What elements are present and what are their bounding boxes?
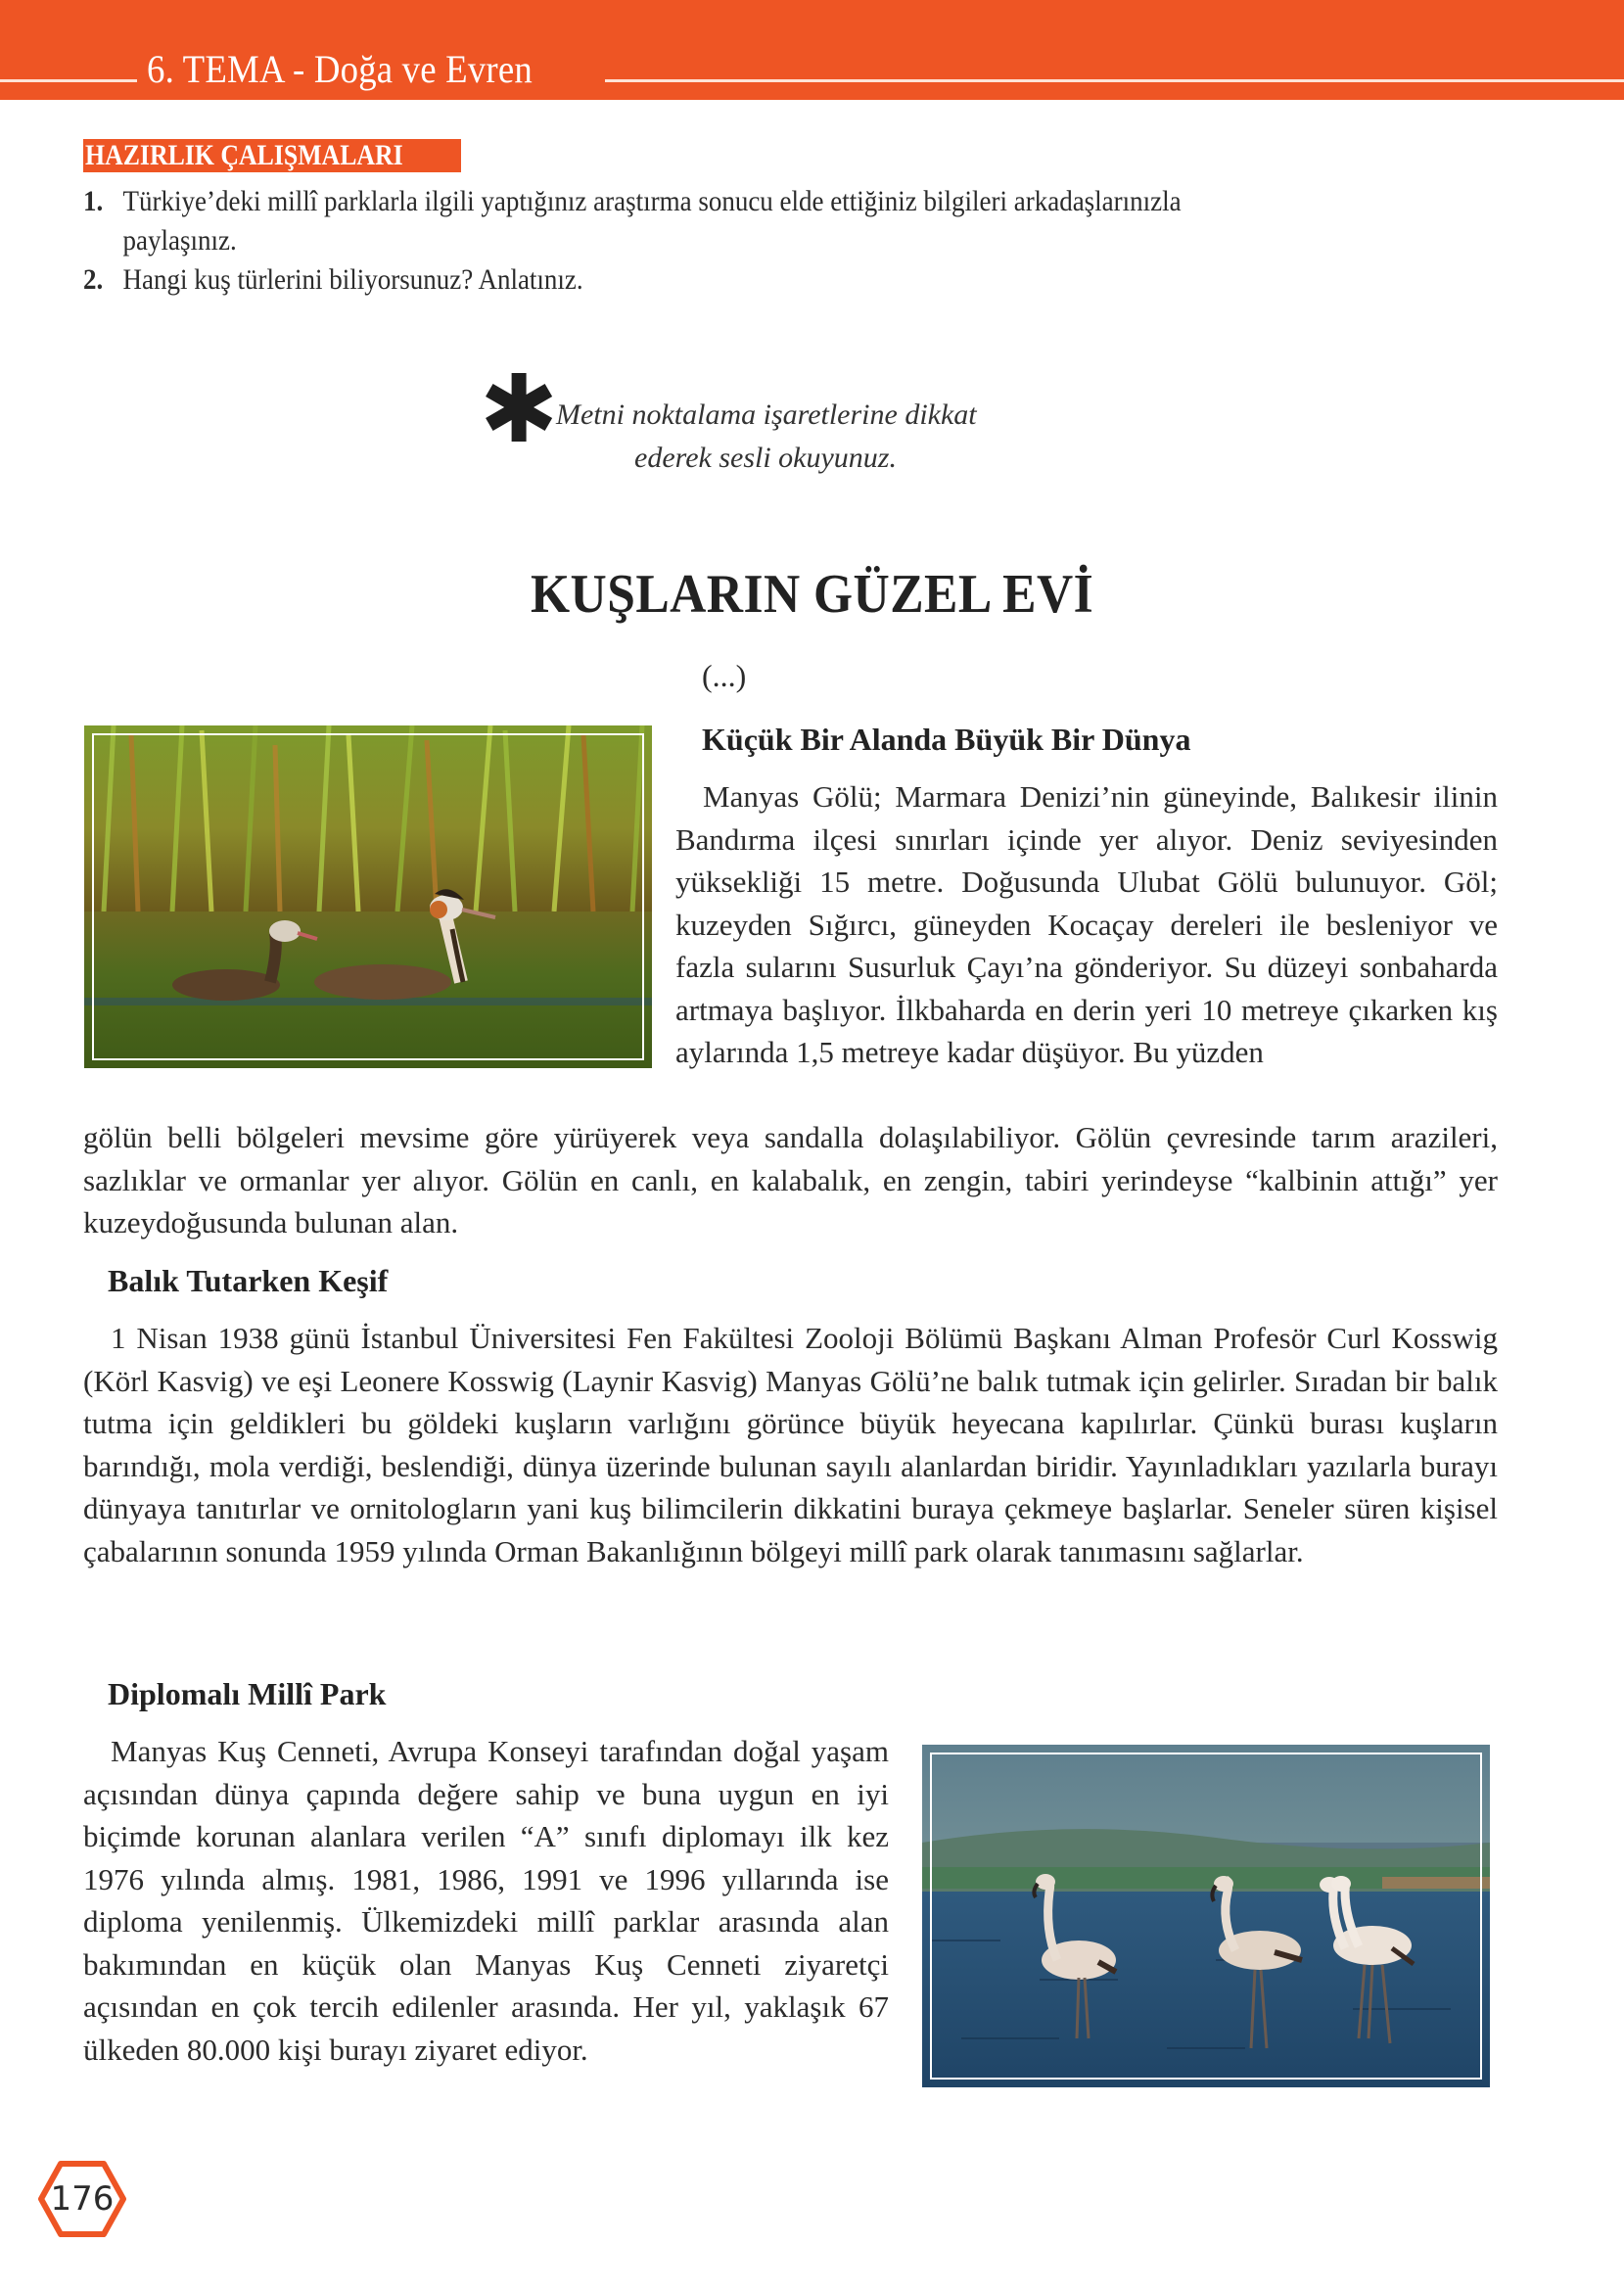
section-paragraph: Manyas Gölü; Marmara Denizi’nin güneyinde, Balıkesir ilinin Bandırma ilçesi sınırları içinde yer alıyor. Deniz seviyesinden yüksekliği 15 metre. Doğusunda Ulubat Gölü bulunuyor. Göl; kuzeyden Sığırcı, güneyden Kocaçay dereleri ile besleniyor ve fazla sularını Susurluk Çayı’na gönderiyor. Su düzeyi sonbaharda artmaya başlıyor. İlkbaharda en derin yeri 10 metreye çıkarken kış aylarında 1,5 metreye kadar düşüyor. Bu yüzden — [675, 779, 1498, 1069]
question-text: Hangi kuş türlerini biliyorsunuz? Anlatınız. — [122, 263, 583, 296]
photo-frame — [92, 733, 644, 1060]
question-text: Türkiye’deki millî parklarla ilgili yaptığınız araştırma sonucu elde ettiğiniz bilgileri arkadaşlarınızla — [122, 185, 1182, 217]
reading-instruction-line2: ederek sesli okuyunuz. — [634, 442, 897, 474]
flamingos-in-water-photo — [922, 1745, 1490, 2087]
preparation-questions — [83, 182, 1532, 300]
question-number: 1. — [83, 185, 104, 217]
section-heading: Küçük Bir Alanda Büyük Bir Dünya — [702, 722, 1191, 757]
reading-instruction — [556, 394, 1065, 480]
preparation-label: HAZIRLIK ÇALIŞMALARI — [85, 139, 403, 171]
chapter-title: 6. TEMA - Doğa ve Evren — [147, 47, 533, 91]
photo-frame — [930, 1753, 1482, 2080]
page-number: 176 — [50, 2179, 115, 2219]
article-title-text: KUŞLARIN GÜZEL EVİ — [530, 564, 1094, 625]
section-paragraph: Manyas Kuş Cenneti, Avrupa Konseyi tarafından doğal yaşam açısından dünya çapında değere sahip ve buna uygun en iyi biçimde korunan alanlara verilen “A” sınıfı diplomayı ilk kez 1976 yılında almış. 1981, 1986, 1991 ve 1996 yıllarında ise diploma yenilenmiş. Ülkemizdeki millî parklar arasında alan bakımından en küçük olan Manyas Kuş Cenneti ziyaretçi açısından en çok tercih edilenler arasında. Her yıl, yaklaşık 67 ülkeden 80.000 kişi burayı ziyaret ediyor. — [83, 1734, 889, 2067]
question-item — [83, 260, 1577, 300]
section-heading: Balık Tutarken Keşif — [108, 1263, 389, 1298]
section-paragraph: 1 Nisan 1938 günü İstanbul Üniversitesi Fen Fakültesi Zooloji Bölümü Başkanı Alman Profesör Curl Kosswig (Körl Kasvig) ve eşi Leonere Kosswig (Laynir Kasvig) Manyas Gölü’ne balık tutmak için gelirler. Sıradan bir balık tutma için geldikleri bu göldeki kuşların varlığını görünce büyük heyecana kapılırlar. Çünkü burası kuşların barındığı, mola verdiği, beslendiği, dünya üzerinde bulunan sayılı alanlardan biridir. Yayınladıkları yazılarla burayı dünyaya tanıtırlar ve ornitologların yani kuş bilimcilerin dikkatini buraya çekmeye başlarlar. Seneler süren kişisel çabalarının sonunda 1959 yılında Orman Bakanlığının bölgeyi millî park olarak tanımasını sağlarlar. — [83, 1321, 1498, 1568]
reading-instruction-line1: Metni noktalama işaretlerine dikkat — [556, 398, 977, 431]
section-heading: Diplomalı Millî Park — [108, 1676, 387, 1711]
omission-mark: (...) — [702, 658, 747, 693]
article-title — [0, 563, 1624, 626]
section-paragraph-continued: gölün belli bölgeleri mevsime göre yürüyerek veya sandalla dolaşılabiliyor. Gölün çevresinde tarım arazileri, sazlıklar ve ormanlar yer alıyor. Gölün en canlı, en kalabalık, en zengin, tabiri yerindeyse “kalbinin attığı” yer kuzeydoğusunda bulunan alan. — [83, 1120, 1498, 1239]
asterisk-icon: ✱ — [480, 354, 559, 464]
page-number-badge — [37, 2160, 127, 2238]
question-number: 2. — [83, 263, 104, 296]
question-item — [83, 182, 1577, 260]
question-text-continued: paylaşınız. — [122, 224, 237, 257]
header-rule-left — [0, 79, 137, 82]
chapter-header — [0, 0, 1624, 100]
grebes-on-lake-photo — [84, 725, 652, 1068]
header-rule-right — [605, 79, 1624, 82]
